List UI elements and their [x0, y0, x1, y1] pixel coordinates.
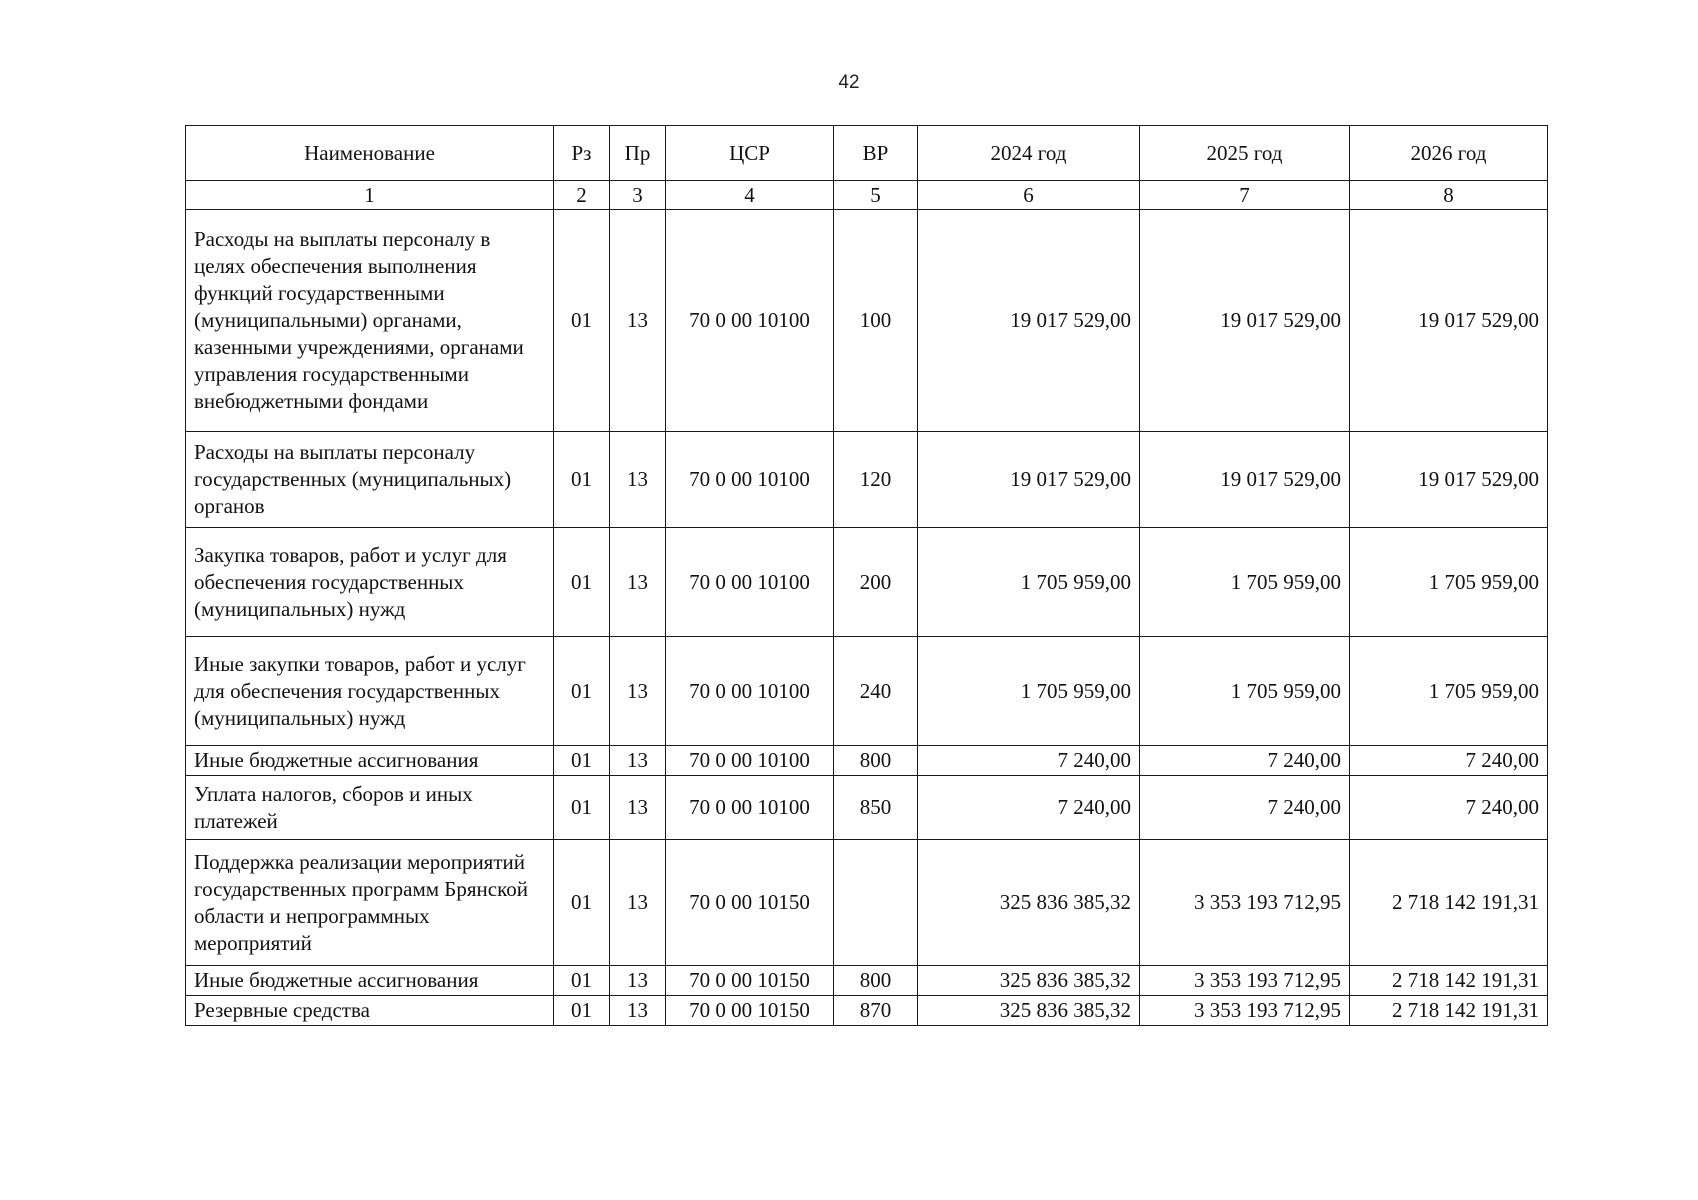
row-rz: 01 [554, 996, 610, 1026]
row-2024: 19 017 529,00 [918, 432, 1140, 528]
row-name: Иные бюджетные ассигнования [186, 966, 554, 996]
row-name: Поддержка реализации мероприятий государственных программ Брянской области и непрограммных мероприятий [186, 840, 554, 966]
row-2024: 7 240,00 [918, 776, 1140, 840]
column-number: 3 [610, 181, 666, 210]
row-rz: 01 [554, 528, 610, 637]
header-name: Наименование [186, 126, 554, 181]
row-2025: 3 353 193 712,95 [1140, 996, 1350, 1026]
row-2026: 19 017 529,00 [1350, 432, 1548, 528]
row-csr: 70 0 00 10100 [666, 528, 834, 637]
row-vr [834, 840, 918, 966]
row-vr: 200 [834, 528, 918, 637]
row-pr: 13 [610, 776, 666, 840]
row-pr: 13 [610, 432, 666, 528]
column-number: 8 [1350, 181, 1548, 210]
column-number: 2 [554, 181, 610, 210]
row-2025: 7 240,00 [1140, 746, 1350, 776]
column-number-row [186, 181, 1548, 210]
row-2024: 19 017 529,00 [918, 210, 1140, 432]
row-2025: 19 017 529,00 [1140, 210, 1350, 432]
row-2024: 1 705 959,00 [918, 637, 1140, 746]
row-2026: 7 240,00 [1350, 746, 1548, 776]
row-rz: 01 [554, 966, 610, 996]
row-2025: 3 353 193 712,95 [1140, 840, 1350, 966]
row-csr: 70 0 00 10100 [666, 432, 834, 528]
row-rz: 01 [554, 637, 610, 746]
row-2026: 7 240,00 [1350, 776, 1548, 840]
column-number: 6 [918, 181, 1140, 210]
row-csr: 70 0 00 10100 [666, 746, 834, 776]
header-2026: 2026 год [1350, 126, 1548, 181]
row-2024: 1 705 959,00 [918, 528, 1140, 637]
table-row [186, 432, 1548, 528]
table-row [186, 210, 1548, 432]
budget-table [185, 125, 1548, 1026]
row-2026: 2 718 142 191,31 [1350, 996, 1548, 1026]
row-2024: 7 240,00 [918, 746, 1140, 776]
row-2026: 1 705 959,00 [1350, 528, 1548, 637]
column-number: 4 [666, 181, 834, 210]
column-number: 5 [834, 181, 918, 210]
row-pr: 13 [610, 966, 666, 996]
row-rz: 01 [554, 776, 610, 840]
row-name: Расходы на выплаты персоналу в целях обеспечения выполнения функций государственными (муниципальными) органами, казенными учреждениями, органами управления государственными внебюджетными фондами [186, 210, 554, 432]
table-row [186, 996, 1548, 1026]
table-row [186, 840, 1548, 966]
table-row [186, 637, 1548, 746]
table-row [186, 776, 1548, 840]
column-number: 7 [1140, 181, 1350, 210]
row-vr: 100 [834, 210, 918, 432]
row-2024: 325 836 385,32 [918, 966, 1140, 996]
row-rz: 01 [554, 210, 610, 432]
row-vr: 800 [834, 966, 918, 996]
row-2025: 3 353 193 712,95 [1140, 966, 1350, 996]
table-row [186, 746, 1548, 776]
header-row [186, 126, 1548, 181]
row-csr: 70 0 00 10100 [666, 637, 834, 746]
row-vr: 800 [834, 746, 918, 776]
row-pr: 13 [610, 746, 666, 776]
row-name: Закупка товаров, работ и услуг для обеспечения государственных (муниципальных) нужд [186, 528, 554, 637]
row-pr: 13 [610, 840, 666, 966]
row-pr: 13 [610, 210, 666, 432]
row-csr: 70 0 00 10100 [666, 210, 834, 432]
page-number: 42 [838, 72, 860, 93]
row-2025: 7 240,00 [1140, 776, 1350, 840]
row-csr: 70 0 00 10150 [666, 996, 834, 1026]
row-2024: 325 836 385,32 [918, 996, 1140, 1026]
row-name: Уплата налогов, сборов и иных платежей [186, 776, 554, 840]
row-name: Иные бюджетные ассигнования [186, 746, 554, 776]
header-pr: Пр [610, 126, 666, 181]
header-vr: ВР [834, 126, 918, 181]
header-2024: 2024 год [918, 126, 1140, 181]
table-row [186, 966, 1548, 996]
row-name: Иные закупки товаров, работ и услуг для обеспечения государственных (муниципальных) нужд [186, 637, 554, 746]
row-pr: 13 [610, 637, 666, 746]
row-csr: 70 0 00 10150 [666, 966, 834, 996]
row-2025: 1 705 959,00 [1140, 637, 1350, 746]
row-name: Расходы на выплаты персоналу государственных (муниципальных) органов [186, 432, 554, 528]
row-vr: 120 [834, 432, 918, 528]
row-2025: 19 017 529,00 [1140, 432, 1350, 528]
row-csr: 70 0 00 10100 [666, 776, 834, 840]
row-2025: 1 705 959,00 [1140, 528, 1350, 637]
row-pr: 13 [610, 996, 666, 1026]
row-vr: 850 [834, 776, 918, 840]
row-rz: 01 [554, 746, 610, 776]
header-2025: 2025 год [1140, 126, 1350, 181]
row-rz: 01 [554, 840, 610, 966]
header-rz: Рз [554, 126, 610, 181]
row-vr: 240 [834, 637, 918, 746]
row-rz: 01 [554, 432, 610, 528]
row-name: Резервные средства [186, 996, 554, 1026]
row-pr: 13 [610, 528, 666, 637]
row-csr: 70 0 00 10150 [666, 840, 834, 966]
table-row [186, 528, 1548, 637]
header-csr: ЦСР [666, 126, 834, 181]
row-2026: 19 017 529,00 [1350, 210, 1548, 432]
row-2026: 2 718 142 191,31 [1350, 966, 1548, 996]
row-2024: 325 836 385,32 [918, 840, 1140, 966]
row-vr: 870 [834, 996, 918, 1026]
row-2026: 1 705 959,00 [1350, 637, 1548, 746]
row-2026: 2 718 142 191,31 [1350, 840, 1548, 966]
column-number: 1 [186, 181, 554, 210]
